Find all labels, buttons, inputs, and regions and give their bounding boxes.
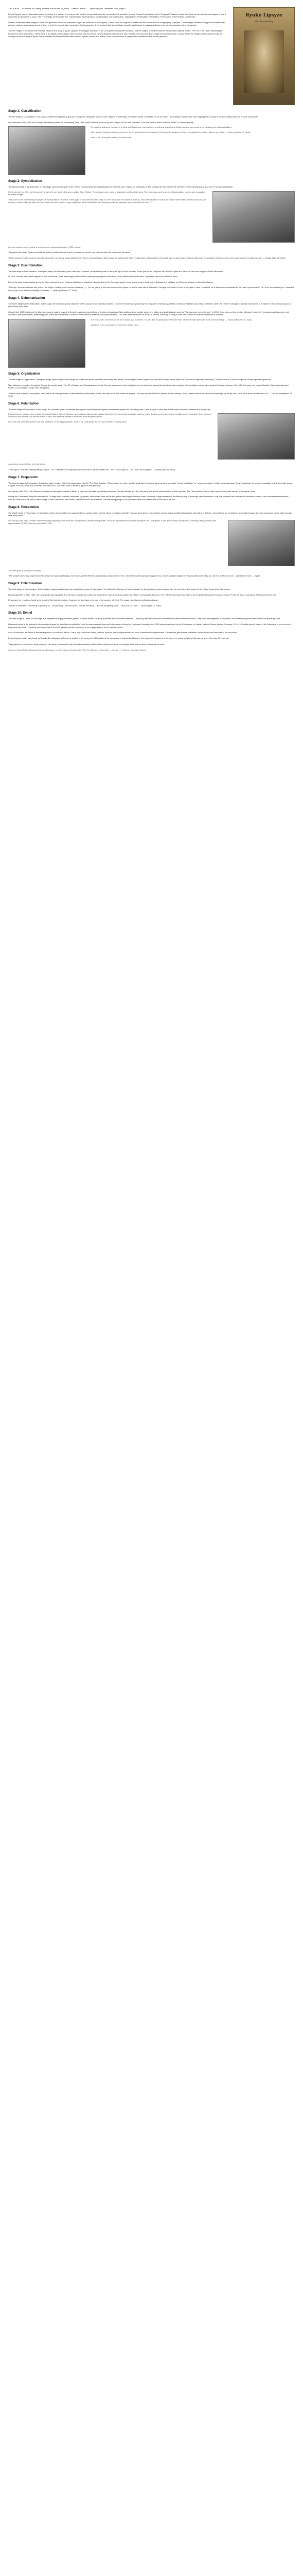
- stage-paragraph: The seventh stage is Preparation. During this stage, leaders of the dominant group plan for "The Final Solution." Euphemisms are often used to cloak their intentions, such as using terms like "ethnic purification" or "counter-terrorism" to hide genocidal plans. They indoctrinate the general population to fear the victim group. Slogans such as, "If we don't kill them, they will kill us," are often used to recruit support for the genocide.: [8, 481, 293, 487]
- stage-paragraph: The third stage is Discrimination. During this stage, the dominant group uses laws, customs, and political power to deny the rights of the minority. These groups are not given their full civil rights and often the Jews are stripped of their citizenship.: [8, 269, 224, 273]
- stage-paragraph: The ninth stage is Extermination. Extermination begins and becomes the mass killing known as "genocide." It is defined by Stanton as "extermination" by the dominant group because they do not believe the victims of the "other" group to be fully human.: [8, 588, 231, 590]
- stage-paragraph: Through the writings in her diary, it is clear that Ryuko very much defined herself as a practicing Orthodox Jew and was proud of her heritage and religious tradition.: [91, 126, 232, 129]
- sources-text: Sources: United States Holocaust Memorial Museum, Jewish Museum Amsterdam, "The Ten Stages of Genocide" — Gregory H. Stanton, Genocide Watch.: [8, 648, 146, 651]
- intro-paragraph: Ryuko Lipsyze was an Auschwitz mother. A mother is a number of survivors who lived to be genocide and who survived in the twentieth century. Research conducted by Dr. Gregory H. Stanton shows that there are ten documented stages of how it is possible for genocide to occur. The "Ten Stages of Genocide" are: Classification, Symbolization, Discrimination, Dehumanization, Organization, Polarization, Preparation, Persecution, Extermination, and Denial.: [8, 12, 226, 19]
- stage-paragraph: During the Conference, Heydrich announced: "In large labor columns, separated by gender, able-bodied Jews will be brought to these regions to build roads, whereby a large number will doubtlessly drop out through natural reduction. Any final remnant that survives will doubtless consist of the most resistant elements... " Now the Jews would be sent to labor camps to work until death, with those unable to work to be murdered. The remaining groups to be liquidated were to be eradicated at the end of the war.: [8, 495, 292, 501]
- stage-paragraph: On April 1st, 1933, leaders of the Nazi government made a boycott of Jewish businesses and offices of Jewish professionals, Nazi soldiers stood outside stores and offices and wrote phrases such as "The Jews are our misfortune" In 1935, Jews were put into ghettos following "protective" measures and Jews were not allowed to use public toilets, swimming pools, parks and universities, as well as from cinemas, theaters, and sports facilities. The Jews were often seen as trash, or vermin, unworthy of living in their own homes and were quarantined to be killed.: [8, 310, 289, 316]
- intro-quote: "Oh, to a kill ... To be cold, to a killing, to make sure no one on prison... I need to live on." — Ryuko Lipsyze, December 1941, page 4.: [8, 7, 126, 10]
- stage-paragraph: On January 20th, 1942, the Wannsee Conference took place outside of Berlin. It was here that Nazi top officials presented German officials and the Nazi party with a final solution to the Jewish question. The "final solution" was a code name for the mass murder of European Jews.: [8, 489, 256, 493]
- stage-heading: Stage 3: Discrimination: [8, 264, 43, 267]
- diary-quote: "It is to so much. Not here are we not humans, just machines. So, part. But I'm going ahead because that I can't even help and I want to be a human being." — Ryuko (February 20, 1944): [91, 318, 252, 321]
- ghetto-fence-photo: [8, 319, 85, 368]
- stage-heading: Stage 1: Classification: [8, 110, 42, 113]
- closing-paragraph: This project is a memorial to Ryuko Lipsyze. Her story is a reminder that behind the numbers of the victims of genocide were real people, each with a name, a family and a voice.: [8, 643, 165, 646]
- stage-heading: Stage 10: Denial: [8, 612, 32, 615]
- diary-quote: "At this moment I'd like to do so much for the world. I see many, many, defeats and I fear to carry that I can't find a place for myself. And when I realize that I don't matter in the world, that I'm just a speck of dust, that I can't do anything, at this moment, I feel much worse, I'm suffering a lot" — Ryuko (April 25, 1944): [8, 256, 286, 259]
- photo-block: [8, 413, 295, 460]
- intro-text: [8, 7, 228, 41]
- stage-paragraph: The second stage is Symbolization. In this stage, symbols are given to the "other" to accompany the classifications of ethnicity, race, religion, or nationality. These symbols are forced onto the members of the minority group as a form of visual identification.: [8, 185, 234, 189]
- photo-caption-text: Jews being deported from the Łódź ghetto.: [8, 463, 46, 466]
- stage-paragraph: The sixth stage is Polarization. In this stage, the dominant group broadcasts propaganda that reinforces negative stereotypes against the minority groups. Laws are put in place that forbid social interaction between the two groups.: [8, 408, 211, 411]
- photo-caption-text: German soldiers stand outside a Jewish-owned business during the 1933 boycott.: [8, 245, 81, 248]
- stage-paragraph: From August 9th to 29th, 1944, the Łódź ghetto was liquidated and the last residents were deported. Most of the Jews in the Łódź ghetto were taken to Auschwitz-Birkenau. The 175,000 Jews that once lived in the Łódź ghetto had been reduced to just 77,000. Of those, only about 5,000 survived the war.: [8, 593, 276, 596]
- stage-paragraph: The fifth stage is Organization. During this stage, plans for genocide killings are made and armies or militias are armed and trained. According to Stanton, genocides are often created by the state, but can also be organized informally. The Holocaust is a clear example of a state-organized genocide.: [8, 378, 272, 381]
- stage-heading: Stage 8: Persecution: [8, 505, 39, 509]
- stage-paragraph: Lack of Holocaust education is the leading cause of Holocaust denial. That is why Holocaust diaries, such as Ryuko's, are so important and so much continue to be experienced. Their stories give names and faces to both victims and survivors of the Holocaust.: [8, 631, 238, 634]
- stage-paragraph: The first stage is Classification. This stage is defined by separating groups of people by categories such as race, religion, or nationality, in order to create a mentality of "us and them". According to Stanton, the more segregated a society is the more likely there are to have a genocide.: [8, 115, 259, 118]
- exhibit-poster-image: [233, 7, 295, 105]
- stage-heading: Stage 2: Symbolization: [8, 180, 42, 183]
- photo-caption-text: The main gate at Auschwitz-Birkenau.: [8, 569, 42, 572]
- stage-paragraph: Ryuko and her remaining family were a part of this final deportation. However, her last diary entry was in the summer of 1944. The reason she stopped writing is unknown.: [8, 599, 159, 602]
- stage-paragraph: Throughout her diary, Ryuko understands that her position is such that if a Jew has no control over her own fate, but can remain the same.: [8, 251, 131, 254]
- intro-paragraph: Stanton developed these stages to show that genocide cannot be committed by just an individual or small group. It must have the support of a state and the cooperation of a large group of people. These stages sometimes happen simultaneously and can continue over a long period of time. In order to prevent future genocides from happening, it is important that we familiarize ourselves with these ten stages and learn how we can recognize them happening.: [8, 21, 225, 27]
- stage-paragraph: During this time, ghettos were created throughout Eastern Europe. Ghettos were enclosed districts that isolated Jews from the non-Jewish population and from other Jewish communities. Living conditions were miserable. Jews were not allowed to own animals, not allowed to ride in cars, and were not allowed to leave and enter the ghetto at will.: [8, 413, 211, 418]
- ghetto-star-photo: [8, 126, 85, 175]
- text-column: [8, 191, 207, 207]
- intro-section: [8, 7, 295, 105]
- stage-paragraph: The tenth stage is Denial. In this stage, the perpetrators dig up the mass graves, burn the bodies, cover up evidence and intimidate witnesses. They deny that any crime was committed and often blame the victims. They block investigations of the crime, and continue to govern until driven from power by force.: [8, 617, 281, 620]
- stage-heading: Stage 5: Organization: [8, 372, 40, 376]
- stage-paragraph: The eighth stage is Persecution. In this stage, victims are identified and separated from society based on their ethnic or religious identity. They are deported to concentration camps and genocidal killings begin. According to Stanton, these killings are considered genocidal because they are sanctioned by the state through laws and policies.: [8, 511, 292, 517]
- stage-paragraph: Holocaust denial is the attempt to deny and/or change the atrocities committed by Nazi Germany against Jews and other groups during the Holocaust. According to a 2018 survey conducted by the Conference on Jewish Material Claims Against Germany, 11% of US adults haven't heard of the Holocaust or are not sure if they have heard of it. The study also found that 22% of US adults found the Holocaust to be exaggerated or not to have been real.: [8, 622, 292, 629]
- stage-paragraph: On September 15th, 1935, the German Parliament passed the Nuremberg Race Laws, which defined Jews not by their religion, but as their own race. This was done to make Jews the "other" in German society.: [8, 121, 194, 124]
- stage-heading: Stage 6: Polarization: [8, 402, 39, 405]
- article: [0, 0, 303, 665]
- photo-block: [8, 319, 295, 368]
- boycott-photo: [212, 191, 295, 243]
- stage-paragraph: Ryuko Lipsyze's diary was found by Rosalia Benedikowna, a Red Army soldier, in the spring of 1945 outside of the crematoria in Auschwitz-Birkenau. It is a powerful testament to the story of a young girl whose life was cut short. She was 20 years old.: [8, 636, 229, 639]
- photo-caption-text: Jews in the Łódź ghetto wearing the yellow star.: [91, 137, 132, 139]
- photo-block: [8, 126, 295, 175]
- auschwitz-gate-photo: [228, 520, 295, 566]
- poster-portrait: [244, 30, 284, 93]
- photo-block: [8, 191, 295, 243]
- stage-paragraph: On January 20th, 1942, German authorities began deporting Jews from the Łódź ghetto to Chełmno killing center. The mass deportations took place throughout the Lódź ghetto. It was an incredibly crowded and unsanitary living condition and approximately 70,000 Jews were deported in 1942.: [8, 519, 217, 524]
- text-column: [8, 520, 223, 528]
- text-column: [8, 413, 212, 426]
- photo-block: [8, 520, 295, 566]
- diary-quote: "What's more, there is a new ghetto, the Chief of the Gestapo wants to dismantle the whole district (that's how they call it) and divide the people... I'm very scared and full of despair, I have nothing. I'm so stressed about the work and everything. My family and I don't know what will become of us." — Ryuko (September 16, 1942): [8, 392, 293, 398]
- diary-quote: "The people have many bright memories, how much pain and longing, how much anxiety! Please say good-bye, please write to me. I don't know what's going to happen to us, what's going to happen on this beautiful world. Why do I have to suffer so much... I don't even know" — Ryuko: [8, 574, 260, 578]
- diary-quote: "This day, this holy and calm day, is the Yom Kippur. Ordinary and common weekday (...). For me, going to the work now on Yom Kippur, to be the same day is forbidden. I thought how badly I'm hurt at the gate if I wish I could still, as it had been commanded for me, and I get used to it? Oh, God, do something so I shouldn't have to go to the work on Saturday or Sunday" — Ryuko (February 27, 1944): [8, 286, 294, 292]
- photo-caption: [91, 319, 295, 329]
- photo-caption-text: Residents of the Łódź ghetto in front of the ghetto fence.: [91, 324, 139, 326]
- stage-heading: Stage 4: Dehumanization: [8, 296, 45, 300]
- intro-paragraph: The Ten Stages of Genocide are reflected clearly in the story of Ryuko Lipsyze, a young girl who lived in the Łódź ghetto during the Holocaust, and the subject of Jewish Museum Amsterdam's special exhibit "The Girl in the Diary: Searching for Ryuko from the Łódź Ghetto." While living in the ghetto, Ryuko kept a diary in which she recorded a moving testament of what she saw. Her first-hand account gives insight into the Holocaust. Looking at the Ten Stages of Genocide through the writing found in the diary of Ryuko Lipsyze makes the Holocaust feel more human. It gives a name and a face to one of the millions of people who experienced this horrific genocide.: [8, 29, 223, 38]
- stage-paragraph: Due to the strict discrimination during the Jews during this time, religious beliefs were altogether disregarded by the German majority. Jews were forced to work on the Sabbath and holidays, and Ryuko's reaction to this is humiliating:: [8, 280, 213, 283]
- deportation-photo: [218, 413, 295, 460]
- stage-heading: Stage 9: Extermination: [8, 582, 42, 585]
- stage-paragraph: Lódź was one of the first ghettos and was located in a Lódź city population. Jews in the Lódź ghetto did not have access to running water.: [8, 421, 127, 423]
- diary-quote: "I can't go on. But with a strong feeling of guilt ... Oh, I feel that I'm losing more and more into a nervous state and... and... I can't get out... but I won't let it happen!" — Ryuko (April 11, 1944): [8, 468, 175, 471]
- stage-paragraph: Nazi influence expanded throughout Europe during this stage. The SS, Gestapo, and Einsatzgruppen of the German government were being trained to enforce the laws which isolated Jews in ghettos. Concentration camps were created to house prisoners. By 1940, Germany had invaded Austria, Czechoslovakia and Poland. Concentration camps were being built.: [8, 383, 289, 389]
- photo-caption: [91, 126, 295, 142]
- diary-quote: "We are in darkness... somebody is pushing us... and pushing... we can't wait ... we are shrinking ... and we are getting stuck ... Now, trust in God!" — Ryuko (April 13, 1944): [8, 604, 161, 607]
- stage-paragraph: In 1935, German Jews were stripped of their citizenship. Jews were highly restricted from participating in public education. Many Jewish businesses were "Aryanized" and sold off to non-Jews.: [8, 275, 178, 278]
- stage-paragraph: The fourth stage is Dehumanization. In this stage, the dominant group treats the "other" group as second class citizens. Those in the dominant group may be compared to animals, parasites, insects or diseases. According to Stanton, when the "other" is thought of as less than human, it is easier for the dominant group to give control over them.: [8, 302, 292, 308]
- stage-paragraph: This is one of the most striking examples of "symbolization." However, these types of laws were enacted early on in the Holocaust. For instance, in 1938, Jews were required to adopt the middle name Israel (for men) and Sara (for women) in order to identify them as Jews. Jews were also forced to carry registration cards that labeled their ancestry, and their passports were stamped with a red "J".: [8, 198, 206, 204]
- poster-title: Ryuko Lipsyze: [245, 13, 282, 18]
- stage-heading: Stage 7: Preparation: [8, 476, 39, 479]
- diary-quote: "But I declare that God will take care of me. Oh, if I guard that I'm a Jewish girl, that I won't be ashamed of that ... I'm grateful for all that I have to you, God!" — Ryuko (February 2, 1944): [91, 131, 251, 134]
- stage-paragraph: On September 1st, 1941, all Jews over the age of 6 were ordered to wear a yellow Star of David. These badges were used to stigmatize and humiliate Jews. They were also used as a form of segregation, control, and preparation for further stages.: [8, 191, 205, 196]
- poster-subtitle: The Girl in the Diary: [255, 20, 273, 23]
